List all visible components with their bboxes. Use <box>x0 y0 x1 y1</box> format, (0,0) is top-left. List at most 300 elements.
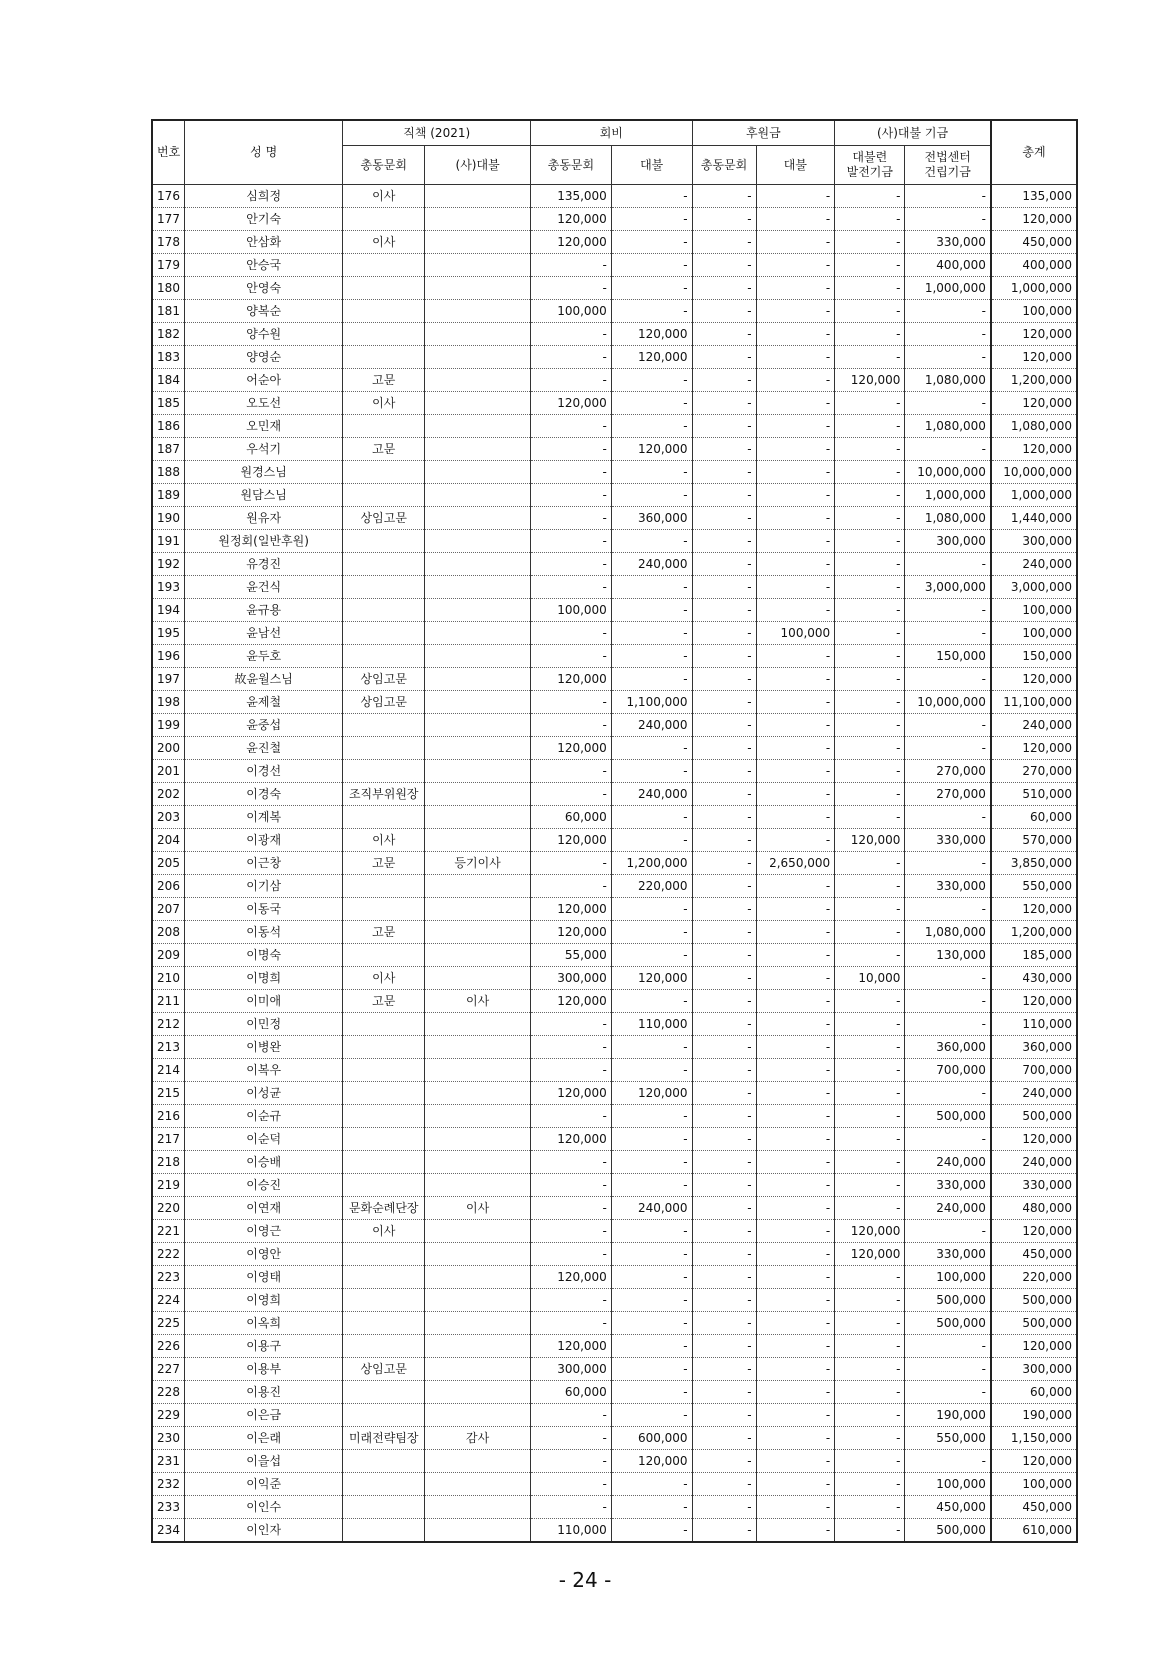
cell-position-daebul <box>425 1335 531 1358</box>
cell-fund-center: - <box>905 806 991 829</box>
cell-no: 195 <box>152 622 185 645</box>
cell-position-chongdong <box>343 1335 425 1358</box>
cell-support-chongdong: - <box>692 783 756 806</box>
cell-total: 220,000 <box>991 1266 1077 1289</box>
cell-position-daebul <box>425 507 531 530</box>
table-row <box>152 1266 1077 1289</box>
cell-position-chongdong <box>343 1404 425 1427</box>
table-row <box>152 346 1077 369</box>
cell-fund-center: 300,000 <box>905 530 991 553</box>
cell-fee-daebul: - <box>611 1404 692 1427</box>
cell-fee-chongdong: - <box>531 484 612 507</box>
cell-fee-chongdong: 135,000 <box>531 185 612 208</box>
cell-support-daebul: - <box>756 737 835 760</box>
cell-fund-center: - <box>905 967 991 990</box>
cell-fund-center: - <box>905 1381 991 1404</box>
cell-position-chongdong <box>343 1266 425 1289</box>
cell-position-chongdong: 미래전략팀장 <box>343 1427 425 1450</box>
cell-name: 원경스님 <box>185 461 343 484</box>
cell-total: 190,000 <box>991 1404 1077 1427</box>
cell-total: 1,440,000 <box>991 507 1077 530</box>
cell-fund-development: - <box>835 875 905 898</box>
cell-fund-development: - <box>835 185 905 208</box>
table-row <box>152 530 1077 553</box>
cell-no: 205 <box>152 852 185 875</box>
cell-fund-development: - <box>835 1036 905 1059</box>
cell-fee-daebul: 120,000 <box>611 1450 692 1473</box>
cell-no: 199 <box>152 714 185 737</box>
cell-fee-daebul: 240,000 <box>611 783 692 806</box>
cell-total: 500,000 <box>991 1312 1077 1335</box>
cell-support-chongdong: - <box>692 737 756 760</box>
cell-support-chongdong: - <box>692 898 756 921</box>
cell-no: 191 <box>152 530 185 553</box>
cell-fee-daebul: - <box>611 760 692 783</box>
cell-fund-center: - <box>905 346 991 369</box>
cell-position-daebul <box>425 1220 531 1243</box>
cell-fee-daebul: - <box>611 1335 692 1358</box>
cell-position-daebul <box>425 1105 531 1128</box>
cell-fee-daebul: 220,000 <box>611 875 692 898</box>
cell-fee-daebul: - <box>611 461 692 484</box>
table-row <box>152 1473 1077 1496</box>
cell-fee-chongdong: - <box>531 1243 612 1266</box>
cell-support-daebul: - <box>756 1266 835 1289</box>
cell-name: 윤두호 <box>185 645 343 668</box>
table-row <box>152 852 1077 875</box>
header-support-daebul: 대불 <box>756 146 835 185</box>
cell-no: 218 <box>152 1151 185 1174</box>
cell-position-chongdong <box>343 1473 425 1496</box>
cell-position-chongdong: 상임고문 <box>343 668 425 691</box>
cell-position-daebul <box>425 1243 531 1266</box>
cell-fee-chongdong: - <box>531 1105 612 1128</box>
cell-fee-daebul: 120,000 <box>611 323 692 346</box>
cell-position-chongdong <box>343 944 425 967</box>
cell-fund-center: 500,000 <box>905 1519 991 1543</box>
cell-support-daebul: - <box>756 898 835 921</box>
cell-fund-center: 330,000 <box>905 829 991 852</box>
cell-support-chongdong: - <box>692 231 756 254</box>
cell-fund-development: - <box>835 1105 905 1128</box>
cell-name: 이기삼 <box>185 875 343 898</box>
cell-fee-daebul: 1,200,000 <box>611 852 692 875</box>
cell-support-chongdong: - <box>692 599 756 622</box>
cell-name: 이영안 <box>185 1243 343 1266</box>
cell-total: 510,000 <box>991 783 1077 806</box>
cell-fee-chongdong: - <box>531 1289 612 1312</box>
cell-position-chongdong <box>343 300 425 323</box>
cell-position-chongdong <box>343 898 425 921</box>
cell-total: 3,850,000 <box>991 852 1077 875</box>
table-row <box>152 1312 1077 1335</box>
cell-support-chongdong: - <box>692 1335 756 1358</box>
cell-fee-chongdong: - <box>531 1496 612 1519</box>
cell-fund-center: - <box>905 1013 991 1036</box>
cell-fee-chongdong: - <box>531 645 612 668</box>
cell-fund-development: - <box>835 277 905 300</box>
cell-position-daebul <box>425 1174 531 1197</box>
cell-fee-chongdong: 120,000 <box>531 1335 612 1358</box>
header-fund-center: 전법센터 건립기금 <box>905 146 991 185</box>
cell-total: 1,000,000 <box>991 277 1077 300</box>
cell-total: 120,000 <box>991 1220 1077 1243</box>
cell-fund-development: - <box>835 1496 905 1519</box>
cell-name: 안삼화 <box>185 231 343 254</box>
cell-no: 222 <box>152 1243 185 1266</box>
table-row <box>152 323 1077 346</box>
cell-name: 이성균 <box>185 1082 343 1105</box>
cell-support-chongdong: - <box>692 208 756 231</box>
cell-name: 원유자 <box>185 507 343 530</box>
cell-fund-development: - <box>835 415 905 438</box>
cell-support-chongdong: - <box>692 553 756 576</box>
cell-fee-daebul: - <box>611 208 692 231</box>
cell-fund-center: 240,000 <box>905 1197 991 1220</box>
cell-fund-center: - <box>905 1335 991 1358</box>
cell-position-chongdong <box>343 254 425 277</box>
cell-fee-chongdong: - <box>531 461 612 484</box>
cell-position-daebul <box>425 1381 531 1404</box>
cell-support-chongdong: - <box>692 645 756 668</box>
table-row <box>152 1243 1077 1266</box>
cell-support-chongdong: - <box>692 1404 756 1427</box>
cell-total: 430,000 <box>991 967 1077 990</box>
cell-fund-development: - <box>835 737 905 760</box>
cell-fund-center: 550,000 <box>905 1427 991 1450</box>
cell-fee-chongdong: - <box>531 438 612 461</box>
cell-fee-daebul: 120,000 <box>611 1082 692 1105</box>
cell-fund-center: - <box>905 553 991 576</box>
cell-position-chongdong <box>343 1450 425 1473</box>
cell-fee-chongdong: 55,000 <box>531 944 612 967</box>
cell-no: 206 <box>152 875 185 898</box>
cell-position-daebul <box>425 1473 531 1496</box>
header-total: 총계 <box>991 120 1077 185</box>
cell-position-daebul <box>425 1358 531 1381</box>
cell-support-chongdong: - <box>692 875 756 898</box>
cell-fee-chongdong: - <box>531 1197 612 1220</box>
cell-name: 이연재 <box>185 1197 343 1220</box>
header-fee-daebul: 대불 <box>611 146 692 185</box>
cell-no: 230 <box>152 1427 185 1450</box>
cell-position-chongdong <box>343 484 425 507</box>
cell-fund-development: - <box>835 921 905 944</box>
table-row <box>152 714 1077 737</box>
cell-total: 500,000 <box>991 1105 1077 1128</box>
cell-name: 이익준 <box>185 1473 343 1496</box>
cell-position-daebul <box>425 944 531 967</box>
cell-name: 이근창 <box>185 852 343 875</box>
cell-support-chongdong: - <box>692 346 756 369</box>
cell-fund-development: - <box>835 1128 905 1151</box>
cell-support-chongdong: - <box>692 1312 756 1335</box>
table-row <box>152 645 1077 668</box>
cell-position-daebul <box>425 300 531 323</box>
cell-no: 186 <box>152 415 185 438</box>
cell-fee-chongdong: - <box>531 530 612 553</box>
cell-no: 187 <box>152 438 185 461</box>
cell-support-chongdong: - <box>692 300 756 323</box>
cell-fund-center: 500,000 <box>905 1289 991 1312</box>
cell-total: 550,000 <box>991 875 1077 898</box>
cell-support-chongdong: - <box>692 1358 756 1381</box>
table-row <box>152 185 1077 208</box>
cell-name: 이용진 <box>185 1381 343 1404</box>
cell-total: 500,000 <box>991 1289 1077 1312</box>
cell-position-daebul <box>425 1036 531 1059</box>
cell-position-daebul: 감사 <box>425 1427 531 1450</box>
cell-total: 240,000 <box>991 1082 1077 1105</box>
cell-no: 193 <box>152 576 185 599</box>
cell-fee-chongdong: - <box>531 1427 612 1450</box>
cell-position-chongdong <box>343 645 425 668</box>
cell-support-daebul: - <box>756 576 835 599</box>
cell-support-daebul: - <box>756 829 835 852</box>
cell-position-daebul <box>425 806 531 829</box>
cell-total: 120,000 <box>991 438 1077 461</box>
cell-name: 이승진 <box>185 1174 343 1197</box>
cell-fee-daebul: - <box>611 254 692 277</box>
cell-no: 177 <box>152 208 185 231</box>
cell-total: 570,000 <box>991 829 1077 852</box>
table-row <box>152 829 1077 852</box>
cell-no: 181 <box>152 300 185 323</box>
cell-support-chongdong: - <box>692 714 756 737</box>
table-row <box>152 1059 1077 1082</box>
cell-support-chongdong: - <box>692 1450 756 1473</box>
cell-support-daebul: - <box>756 1473 835 1496</box>
cell-position-daebul <box>425 668 531 691</box>
table-row <box>152 1335 1077 1358</box>
cell-name: 안승국 <box>185 254 343 277</box>
cell-fund-center: - <box>905 852 991 875</box>
cell-no: 194 <box>152 599 185 622</box>
cell-position-chongdong <box>343 1289 425 1312</box>
cell-position-daebul <box>425 829 531 852</box>
cell-fund-development: - <box>835 1266 905 1289</box>
cell-fund-center: 10,000,000 <box>905 691 991 714</box>
cell-position-daebul <box>425 1128 531 1151</box>
cell-fee-daebul: - <box>611 944 692 967</box>
cell-fee-chongdong: - <box>531 553 612 576</box>
table-row <box>152 1082 1077 1105</box>
cell-fee-chongdong: - <box>531 1404 612 1427</box>
cell-name: 이순덕 <box>185 1128 343 1151</box>
table-row <box>152 369 1077 392</box>
cell-support-daebul: - <box>756 484 835 507</box>
cell-support-daebul: - <box>756 990 835 1013</box>
cell-fee-chongdong: 120,000 <box>531 392 612 415</box>
cell-fund-center: 100,000 <box>905 1473 991 1496</box>
cell-fund-development: - <box>835 714 905 737</box>
cell-support-chongdong: - <box>692 1174 756 1197</box>
cell-fund-development: 120,000 <box>835 369 905 392</box>
cell-no: 178 <box>152 231 185 254</box>
cell-total: 60,000 <box>991 1381 1077 1404</box>
cell-fund-center: 1,080,000 <box>905 415 991 438</box>
cell-fee-daebul: - <box>611 392 692 415</box>
cell-name: 양복순 <box>185 300 343 323</box>
table-row <box>152 599 1077 622</box>
cell-position-daebul <box>425 277 531 300</box>
cell-position-chongdong <box>343 1059 425 1082</box>
cell-position-daebul <box>425 1289 531 1312</box>
cell-support-chongdong: - <box>692 530 756 553</box>
cell-support-chongdong: - <box>692 921 756 944</box>
cell-support-daebul: - <box>756 507 835 530</box>
cell-total: 300,000 <box>991 1358 1077 1381</box>
cell-fee-chongdong: - <box>531 1036 612 1059</box>
cell-support-chongdong: - <box>692 1197 756 1220</box>
cell-fee-chongdong: 300,000 <box>531 1358 612 1381</box>
cell-no: 204 <box>152 829 185 852</box>
cell-support-chongdong: - <box>692 1289 756 1312</box>
cell-position-chongdong: 고문 <box>343 852 425 875</box>
cell-fund-development: 120,000 <box>835 829 905 852</box>
cell-total: 3,000,000 <box>991 576 1077 599</box>
cell-total: 120,000 <box>991 1128 1077 1151</box>
cell-support-chongdong: - <box>692 1105 756 1128</box>
table-row <box>152 438 1077 461</box>
cell-name: 이영근 <box>185 1220 343 1243</box>
cell-position-chongdong: 상임고문 <box>343 507 425 530</box>
cell-fund-development: - <box>835 1013 905 1036</box>
cell-support-chongdong: - <box>692 415 756 438</box>
cell-fund-development: - <box>835 323 905 346</box>
cell-name: 이광재 <box>185 829 343 852</box>
cell-fund-development: - <box>835 691 905 714</box>
cell-position-daebul <box>425 691 531 714</box>
table-row <box>152 1496 1077 1519</box>
cell-fund-development: - <box>835 392 905 415</box>
cell-support-daebul: - <box>756 530 835 553</box>
cell-position-daebul: 등기이사 <box>425 852 531 875</box>
cell-no: 214 <box>152 1059 185 1082</box>
cell-fund-center: - <box>905 208 991 231</box>
cell-no: 234 <box>152 1519 185 1543</box>
cell-name: 이미애 <box>185 990 343 1013</box>
cell-fee-daebul: - <box>611 576 692 599</box>
cell-position-daebul <box>425 438 531 461</box>
cell-support-daebul: - <box>756 967 835 990</box>
cell-total: 1,000,000 <box>991 484 1077 507</box>
cell-fee-chongdong: - <box>531 1151 612 1174</box>
cell-fund-center: - <box>905 323 991 346</box>
cell-fund-center: 270,000 <box>905 760 991 783</box>
header-position-daebul: (사)대불 <box>425 146 531 185</box>
cell-fee-daebul: - <box>611 185 692 208</box>
cell-no: 229 <box>152 1404 185 1427</box>
cell-fund-development: - <box>835 507 905 530</box>
cell-no: 223 <box>152 1266 185 1289</box>
cell-fee-daebul: - <box>611 1220 692 1243</box>
table-row <box>152 1220 1077 1243</box>
cell-name: 이은금 <box>185 1404 343 1427</box>
cell-support-chongdong: - <box>692 1266 756 1289</box>
cell-fund-development: - <box>835 1358 905 1381</box>
table-row <box>152 254 1077 277</box>
cell-position-chongdong: 이사 <box>343 185 425 208</box>
cell-fund-center: 330,000 <box>905 1174 991 1197</box>
cell-name: 이동석 <box>185 921 343 944</box>
cell-position-chongdong <box>343 1312 425 1335</box>
table-row <box>152 1381 1077 1404</box>
cell-position-chongdong <box>343 576 425 599</box>
cell-no: 202 <box>152 783 185 806</box>
cell-fee-chongdong: 120,000 <box>531 829 612 852</box>
cell-support-daebul: - <box>756 231 835 254</box>
table-row <box>152 1151 1077 1174</box>
cell-fund-center: 1,080,000 <box>905 507 991 530</box>
table-row <box>152 622 1077 645</box>
cell-position-daebul <box>425 392 531 415</box>
cell-fee-chongdong: - <box>531 1220 612 1243</box>
cell-fee-daebul: - <box>611 1036 692 1059</box>
cell-no: 207 <box>152 898 185 921</box>
header-fee-chongdong: 총동문회 <box>531 146 612 185</box>
cell-support-daebul: - <box>756 369 835 392</box>
cell-total: 120,000 <box>991 323 1077 346</box>
cell-position-chongdong <box>343 714 425 737</box>
table-row <box>152 208 1077 231</box>
cell-support-chongdong: - <box>692 507 756 530</box>
cell-fund-center: 450,000 <box>905 1496 991 1519</box>
header-fee-group: 회비 <box>531 120 693 146</box>
cell-fee-daebul: - <box>611 645 692 668</box>
table-row <box>152 760 1077 783</box>
cell-position-daebul <box>425 622 531 645</box>
cell-total: 120,000 <box>991 1450 1077 1473</box>
cell-no: 189 <box>152 484 185 507</box>
cell-support-daebul: - <box>756 668 835 691</box>
cell-position-chongdong: 고문 <box>343 369 425 392</box>
cell-fee-daebul: 240,000 <box>611 714 692 737</box>
cell-position-daebul <box>425 714 531 737</box>
cell-fee-daebul: - <box>611 1381 692 1404</box>
cell-fee-daebul: - <box>611 1312 692 1335</box>
cell-support-daebul: - <box>756 1450 835 1473</box>
table-row <box>152 1519 1077 1543</box>
cell-position-chongdong: 이사 <box>343 231 425 254</box>
cell-position-chongdong <box>343 806 425 829</box>
cell-fund-center: - <box>905 622 991 645</box>
table-row <box>152 461 1077 484</box>
cell-fund-development: - <box>835 599 905 622</box>
table-row <box>152 1105 1077 1128</box>
cell-position-daebul <box>425 599 531 622</box>
cell-fee-daebul: - <box>611 1105 692 1128</box>
cell-position-daebul <box>425 898 531 921</box>
cell-position-chongdong <box>343 1496 425 1519</box>
cell-fund-development: - <box>835 622 905 645</box>
cell-fund-center: - <box>905 300 991 323</box>
cell-total: 150,000 <box>991 645 1077 668</box>
cell-fee-daebul: - <box>611 829 692 852</box>
header-fund-group: (사)대불 기금 <box>835 120 991 146</box>
table-row <box>152 1450 1077 1473</box>
cell-support-chongdong: - <box>692 1013 756 1036</box>
cell-fee-daebul: - <box>611 1174 692 1197</box>
cell-fund-development: - <box>835 346 905 369</box>
cell-fee-chongdong: 100,000 <box>531 599 612 622</box>
table-row <box>152 415 1077 438</box>
cell-fund-center: - <box>905 185 991 208</box>
table-row <box>152 300 1077 323</box>
cell-fund-center: 190,000 <box>905 1404 991 1427</box>
cell-no: 197 <box>152 668 185 691</box>
cell-total: 330,000 <box>991 1174 1077 1197</box>
